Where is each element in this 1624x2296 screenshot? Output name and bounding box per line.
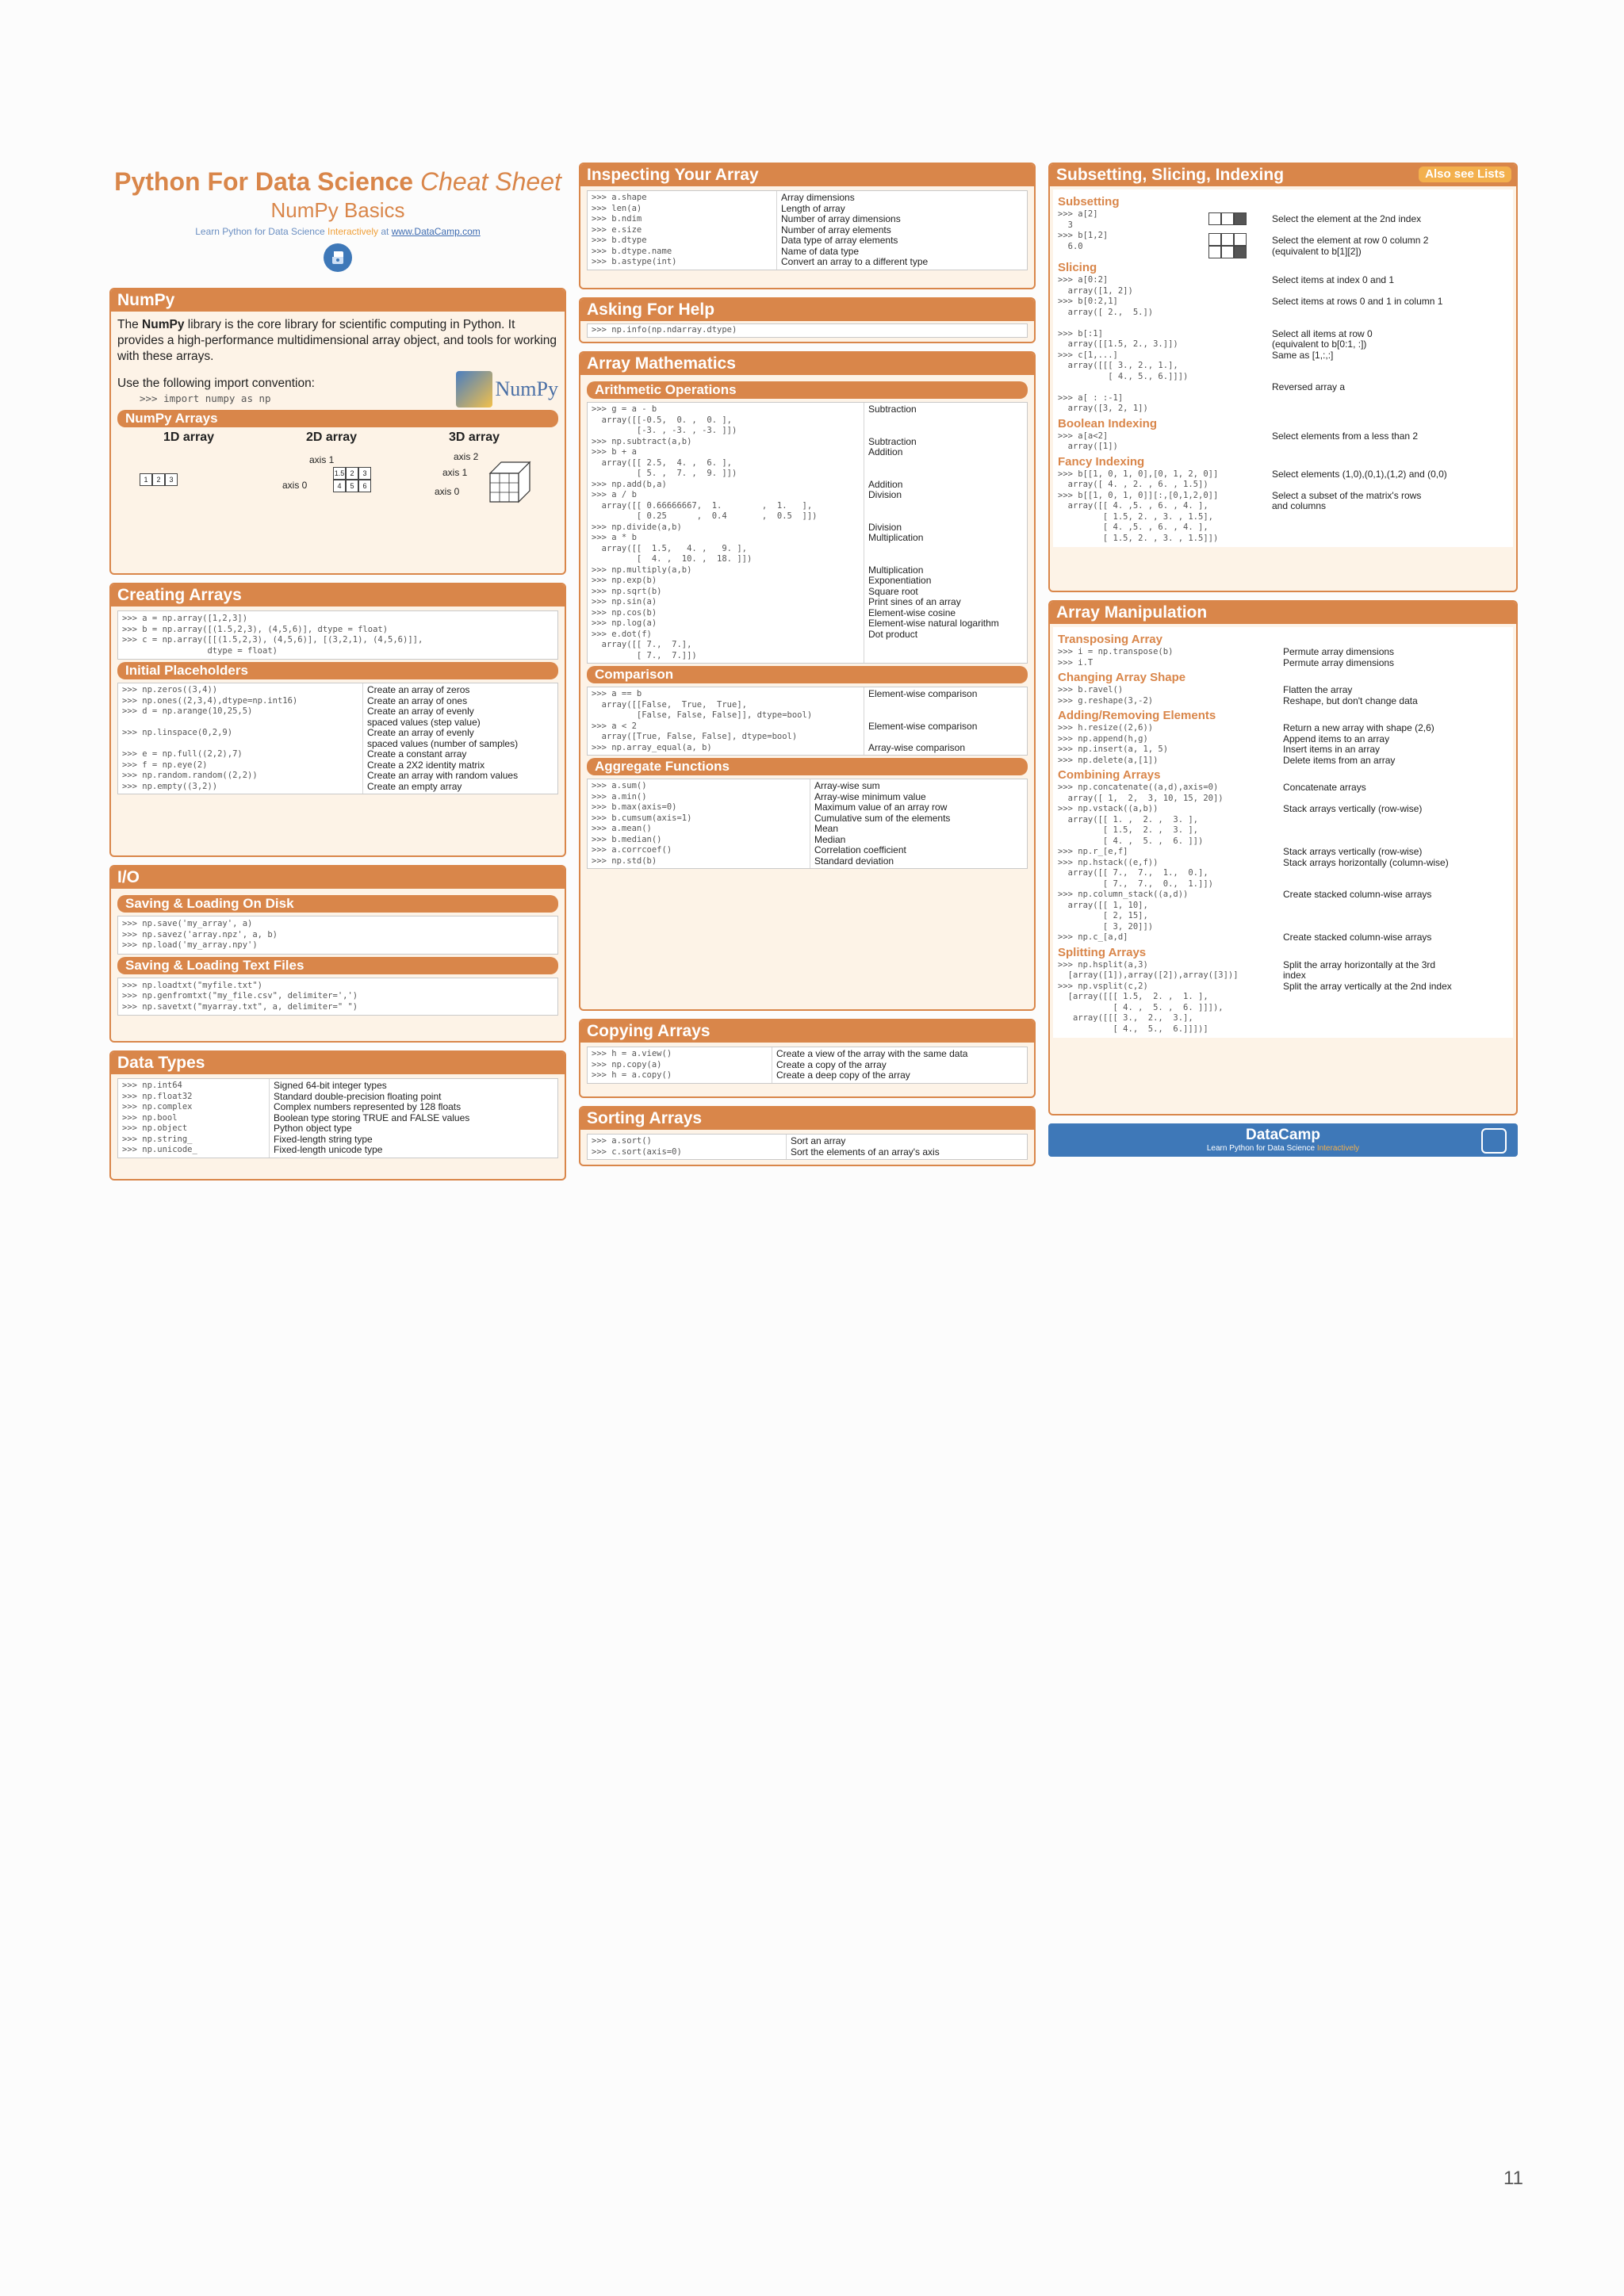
shape-code: >>> b.ravel() >>> g.reshape(3,-2) bbox=[1058, 685, 1154, 706]
manipulation-heading: Array Manipulation bbox=[1050, 602, 1516, 624]
inspecting-desc: Array dimensions Length of array Number of array dimensions Number of array elements Data type of array elements Name of data type Convert an array to a different type bbox=[781, 192, 929, 267]
data-types-heading: Data Types bbox=[111, 1052, 565, 1074]
sorting-heading: Sorting Arrays bbox=[580, 1108, 1034, 1130]
cell: 3 bbox=[165, 473, 178, 486]
transposing-desc: Permute array dimensions Permute array dimensions bbox=[1283, 646, 1395, 668]
array-types bbox=[117, 430, 558, 445]
creating-code: >>> a = np.array([1,2,3]) >>> b = np.array([(1.5,2,3), (4,5,6)], dtype = float) >>> c = np.array([[(1.5,2,3), (4,5,6)], [(3,2,1), (4,5,6)]], dtype = float) bbox=[122, 614, 423, 656]
slicing-code: >>> a[0:2] array([1, 2]) >>> b[0:2,1] array([ 2., 5.]) >>> b[:1] array([[1.5, 2., 3.]]) >>> c[1,...] array([[[ 3., 2., 1.], [ 4., 5., 6.]]]) >>> a[ : :-1] array([3, 2, 1]) bbox=[1058, 275, 1189, 413]
cell: 2 bbox=[152, 473, 165, 486]
copying-desc: Create a view of the array with the same data Create a copy of the array Create a deep copy of the array bbox=[776, 1048, 968, 1081]
import-row bbox=[117, 371, 558, 408]
import-label: Use the following import convention: bbox=[117, 377, 315, 391]
help-heading: Asking For Help bbox=[580, 299, 1034, 321]
placeholders-heading: Initial Placeholders bbox=[117, 662, 558, 679]
column-1 bbox=[109, 163, 566, 1188]
boolean-indexing-title: Boolean Indexing bbox=[1058, 416, 1158, 430]
shape-desc: Flatten the array Reshape, but don't change data bbox=[1283, 684, 1418, 706]
arith-heading: Arithmetic Operations bbox=[587, 381, 1028, 399]
fancy-desc: Select elements (1,0),(0,1),(1,2) and (0,0) Select a subset of the matrix's rows and columns bbox=[1272, 468, 1447, 511]
arith-code: >>> g = a - b array([[-0.5, 0. , 0. ], [-3. , -3. , -3. ]]) >>> np.subtract(a,b) >>> b + a array([[ 2.5, 4. , 6. ], [ 5. , 7. , 9. ]]) >>> np.add(b,a) >>> a / b array([[ 0.66666667, 1. , 1. ], [ 0.25 , 0.4 , 0.5 ]]) >>> np.divide(a,b) >>> a * b array([[ 1.5, 4. , 9. ], [ 4. , 10. , 18. ]]) >>> np.multiply(a,b) >>> np.exp(b) >>> np.sqrt(b) >>> np.sin(a) >>> np.cos(b) >>> np.log(a) >>> e.dot(f) array([[ 7., 7.], [ 7., 7.]]) bbox=[588, 403, 864, 663]
numpy-intro bbox=[117, 317, 558, 365]
intro-post: library is the core library for scientific computing in Python. It provides a high-performance multidimensional array object, and tools for working with these arrays. bbox=[117, 318, 557, 363]
combining-title: Combining Arrays bbox=[1058, 768, 1161, 782]
page-title bbox=[109, 167, 566, 197]
data-types-section bbox=[109, 1050, 566, 1181]
help-section bbox=[579, 297, 1036, 343]
creating-heading: Creating Arrays bbox=[111, 584, 565, 607]
sorting-code: >>> a.sort() >>> c.sort(axis=0) bbox=[588, 1135, 787, 1159]
text-files-heading: Saving & Loading Text Files bbox=[117, 957, 558, 974]
placeholders-code: >>> np.zeros((3,4)) >>> np.ones((2,3,4),dtype=np.int16) >>> d = np.arange(10,25,5) >>> np.linspace(0,2,9) >>> e = np.full((2,2),7) >>> f = np.eye(2) >>> np.random.random((2,2)) >>> np.empty((3,2)) bbox=[118, 683, 363, 794]
diagram-3d bbox=[419, 451, 558, 513]
tagline-url[interactable]: www.DataCamp.com bbox=[391, 226, 481, 237]
import-code: >>> import numpy as np bbox=[140, 392, 271, 405]
transposing-code: >>> i = np.transpose(b) >>> i.T bbox=[1058, 647, 1174, 668]
aggregate-desc: Array-wise sum Array-wise minimum value Maximum value of an array row Cumulative sum of the elements Mean Median Correlation coefficient Standard deviation bbox=[814, 780, 951, 867]
placeholders-desc: Create an array of zeros Create an array of ones Create an array of evenly spaced values (step value) Create an array of evenly spaced values (number of samples) Create a constant array Create a 2X2 identity matrix Create an array with random values Create an empty array bbox=[367, 684, 519, 792]
shape-title: Changing Array Shape bbox=[1058, 671, 1186, 684]
inspecting-heading: Inspecting Your Array bbox=[580, 164, 1034, 186]
cube-icon bbox=[485, 456, 546, 508]
footer-brand: DataCamp bbox=[1246, 1127, 1320, 1143]
cell: 4 bbox=[333, 480, 346, 492]
math-heading: Array Mathematics bbox=[580, 353, 1034, 375]
subtitle: NumPy Basics bbox=[270, 198, 405, 222]
tagline-pre: Learn Python for Data Science bbox=[195, 226, 325, 237]
disk-heading: Saving & Loading On Disk bbox=[117, 895, 558, 913]
title-main: Python For Data Science bbox=[114, 167, 414, 196]
splitting-desc: Split the array horizontally at the 3rd index Split the array vertically at the 2nd index bbox=[1283, 959, 1452, 992]
data-types-code: >>> np.int64 >>> np.float32 >>> np.complex >>> np.bool >>> np.object >>> np.string_ >>> np.unicode_ bbox=[118, 1079, 270, 1158]
subsetting-heading: Subsetting, Slicing, Indexing bbox=[1056, 166, 1285, 184]
tagline-at: at bbox=[381, 226, 389, 237]
subsetting-desc bbox=[1272, 209, 1508, 258]
subsetting-heading-bar bbox=[1050, 164, 1516, 186]
cell: 1.5 bbox=[333, 467, 346, 480]
boolean-desc: Select elements from a less than 2 bbox=[1272, 430, 1419, 442]
array-diagrams bbox=[117, 451, 558, 513]
numpy-logo-text: NumPy bbox=[495, 377, 558, 400]
cheat-sheet bbox=[109, 163, 1518, 1160]
transposing-title: Transposing Array bbox=[1058, 633, 1162, 646]
aggregate-code: >>> a.sum() >>> a.min() >>> b.max(axis=0) >>> b.cumsum(axis=1) >>> a.mean() >>> b.median() >>> a.corrcoef() >>> np.std(b) bbox=[588, 779, 810, 868]
cell: 3 bbox=[358, 467, 371, 480]
combining-code: >>> np.concatenate((a,d),axis=0) array([ 1, 2, 3, 10, 15, 20]) >>> np.vstack((a,b)) array([[ 1. , 2. , 3. ], [ 1.5, 2. , 3. ], [ 4. , 5. , 6. ]]) >>> np.r_[e,f] >>> np.hstack((e,f)) array([[ 7., 7., 1., 0.], [ 7., 7., 0., 1.]]) >>> np.column_stack((a,d)) array([[ 1, 10], [ 2, 15], [ 3, 20]]) >>> np.c_[a,d] bbox=[1058, 783, 1224, 942]
arith-desc: Subtraction Subtraction Addition Addition Division Division Multiplication Multiplication Exponentiation Square root Print sines of an array Element-wise cosine Element-wise natural logarithm Dot product bbox=[868, 404, 999, 640]
numpy-arrays-heading: NumPy Arrays bbox=[117, 410, 558, 427]
column-3 bbox=[1048, 163, 1518, 1157]
manipulation-section bbox=[1048, 600, 1518, 1115]
slicing-desc: Select items at index 0 and 1 Select items at rows 0 and 1 in column 1 Select all items at row 0 (equivalent to b[0:1, :]) Same as [1,:,:] Reversed array a bbox=[1272, 274, 1443, 392]
comparison-desc: Element-wise comparison Element-wise comparison Array-wise comparison bbox=[868, 688, 978, 753]
tagline bbox=[109, 226, 566, 237]
intro-bold: NumPy bbox=[142, 318, 185, 331]
adding-removing-desc: Return a new array with shape (2,6) Append items to an array Insert items in an array Delete items from an array bbox=[1283, 722, 1434, 766]
copying-section bbox=[579, 1019, 1036, 1098]
io-heading: I/O bbox=[111, 867, 565, 889]
creating-arrays-section bbox=[109, 583, 566, 857]
footer-tagline bbox=[1048, 1144, 1518, 1153]
also-see-lists-link[interactable]: Also see Lists bbox=[1419, 166, 1511, 182]
sorting-section bbox=[579, 1106, 1036, 1166]
cell bbox=[1234, 212, 1247, 225]
cell bbox=[1221, 212, 1234, 225]
disk-code: >>> np.save('my_array', a) >>> np.savez('array.npz', a, b) >>> np.load('my_array.npy') bbox=[122, 919, 278, 950]
footer-tag-pre: Learn Python for Data Science bbox=[1206, 1144, 1316, 1153]
adding-removing-title: Adding/Removing Elements bbox=[1058, 709, 1216, 722]
comparison-heading: Comparison bbox=[587, 666, 1028, 683]
inspecting-section bbox=[579, 163, 1036, 289]
fancy-code: >>> b[[1, 0, 1, 0],[0, 1, 2, 0]] array([ 4. , 2. , 6. , 1.5]) >>> b[[1, 0, 1, 0]][:,[0,1,2,0]] array([[ 4. ,5. , 6. , 4. ], [ 1.5, 2. , 3. , 1.5], [ 4. ,5. , 6. , 4. ], [ 1.5, 2. , 3. , 1.5]]) bbox=[1058, 469, 1219, 543]
diagram-2d bbox=[279, 451, 419, 513]
copying-code: >>> h = a.view() >>> np.copy(a) >>> h = a.copy() bbox=[588, 1047, 772, 1083]
slicing-title: Slicing bbox=[1058, 261, 1097, 274]
placeholders-table bbox=[117, 683, 558, 794]
cell bbox=[1221, 233, 1234, 246]
diagram-1d bbox=[117, 451, 279, 513]
cell: 5 bbox=[346, 480, 358, 492]
numpy-logo bbox=[456, 371, 558, 408]
subsetting-title: Subsetting bbox=[1058, 195, 1120, 209]
label-3d: 3D array bbox=[448, 430, 500, 444]
axis-label: axis 2 bbox=[454, 451, 479, 462]
subsetting-section bbox=[1048, 163, 1518, 592]
sorting-desc: Sort an array Sort the elements of an array's axis bbox=[791, 1135, 940, 1158]
math-section bbox=[579, 351, 1036, 1011]
cell: 6 bbox=[358, 480, 371, 492]
title-italic: Cheat Sheet bbox=[419, 167, 561, 196]
cell: 2 bbox=[346, 467, 358, 480]
comparison-code: >>> a == b array([[False, True, True], [False, False, False]], dtype=bool) >>> a < 2 array([True, False, False], dtype=bool) >>> np.array_equal(a, b) bbox=[588, 687, 864, 755]
subsetting-grid bbox=[1208, 209, 1272, 258]
fancy-indexing-title: Fancy Indexing bbox=[1058, 454, 1145, 469]
tagline-em: Interactively bbox=[327, 226, 379, 237]
python-logo-icon bbox=[324, 243, 352, 272]
numpy-heading: NumPy bbox=[111, 289, 565, 312]
splitting-title: Splitting Arrays bbox=[1058, 945, 1147, 959]
axis-label: axis 0 bbox=[435, 486, 460, 497]
axis-label: axis 1 bbox=[309, 454, 335, 465]
help-code: >>> np.info(np.ndarray.dtype) bbox=[592, 325, 737, 335]
cell bbox=[1208, 233, 1221, 246]
intro-pre: The bbox=[117, 318, 139, 331]
inspecting-code: >>> a.shape >>> len(a) >>> b.ndim >>> e.size >>> b.dtype >>> b.dtype.name >>> b.astype(int) bbox=[588, 191, 777, 270]
cell bbox=[1221, 246, 1234, 258]
subsetting-desc-2: Select the element at row 0 column 2 (equivalent to b[1][2]) bbox=[1272, 235, 1429, 257]
datacamp-logo-icon bbox=[1481, 1128, 1507, 1154]
data-types-desc: Signed 64-bit integer types Standard double-precision floating point Complex numbers represented by 128 floats Boolean type storing TRUE and FALSE values Python object type Fixed-length string type Fixed-length unicode type bbox=[274, 1080, 470, 1155]
numpy-section bbox=[109, 288, 566, 575]
cell bbox=[1208, 246, 1221, 258]
subsetting-code: >>> a[2] 3 >>> b[1,2] 6.0 bbox=[1058, 209, 1109, 251]
io-section bbox=[109, 865, 566, 1043]
numpy-cube-icon bbox=[456, 371, 492, 408]
label-2d: 2D array bbox=[305, 430, 358, 444]
axis-label: axis 1 bbox=[442, 467, 468, 478]
text-files-code: >>> np.loadtxt("myfile.txt") >>> np.genfromtxt("my_file.csv", delimiter=',') >>> np.savetxt("myarray.txt", a, delimiter=" ") bbox=[122, 980, 358, 1012]
datacamp-footer bbox=[1048, 1123, 1518, 1157]
combining-desc: Concatenate arrays Stack arrays vertically (row-wise) Stack arrays vertically (row-wise) Stack arrays horizontally (column-wise) Create stacked column-wise arrays Create stacked column-wise arrays bbox=[1283, 782, 1449, 943]
cell bbox=[1208, 212, 1221, 225]
header bbox=[109, 167, 566, 288]
footer-tag-em: Interactively bbox=[1316, 1144, 1360, 1153]
boolean-code: >>> a[a<2] array([1]) bbox=[1058, 430, 1118, 451]
cell bbox=[1234, 246, 1247, 258]
subsetting-desc-1: Select the element at the 2nd index bbox=[1272, 213, 1422, 224]
cell bbox=[1234, 233, 1247, 246]
page-number: 11 bbox=[1503, 2168, 1523, 2189]
column-2 bbox=[579, 163, 1036, 1174]
axis-label: axis 0 bbox=[282, 480, 308, 491]
copying-heading: Copying Arrays bbox=[580, 1020, 1034, 1043]
adding-removing-code: >>> h.resize((2,6)) >>> np.append(h,g) >>> np.insert(a, 1, 5) >>> np.delete(a,[1]) bbox=[1058, 723, 1169, 765]
cell: 1 bbox=[140, 473, 152, 486]
splitting-code: >>> np.hsplit(a,3) [array([1]),array([2]),array([3])] >>> np.vsplit(c,2) [array([[[ 1.5, 2. , 1. ], [ 4. , 5. , 6. ]]]), array([[[ 3., 2., 3.], [ 4., 5., 6.]]])] bbox=[1058, 959, 1239, 1034]
label-1d: 1D array bbox=[163, 430, 215, 444]
aggregate-heading: Aggregate Functions bbox=[587, 758, 1028, 775]
